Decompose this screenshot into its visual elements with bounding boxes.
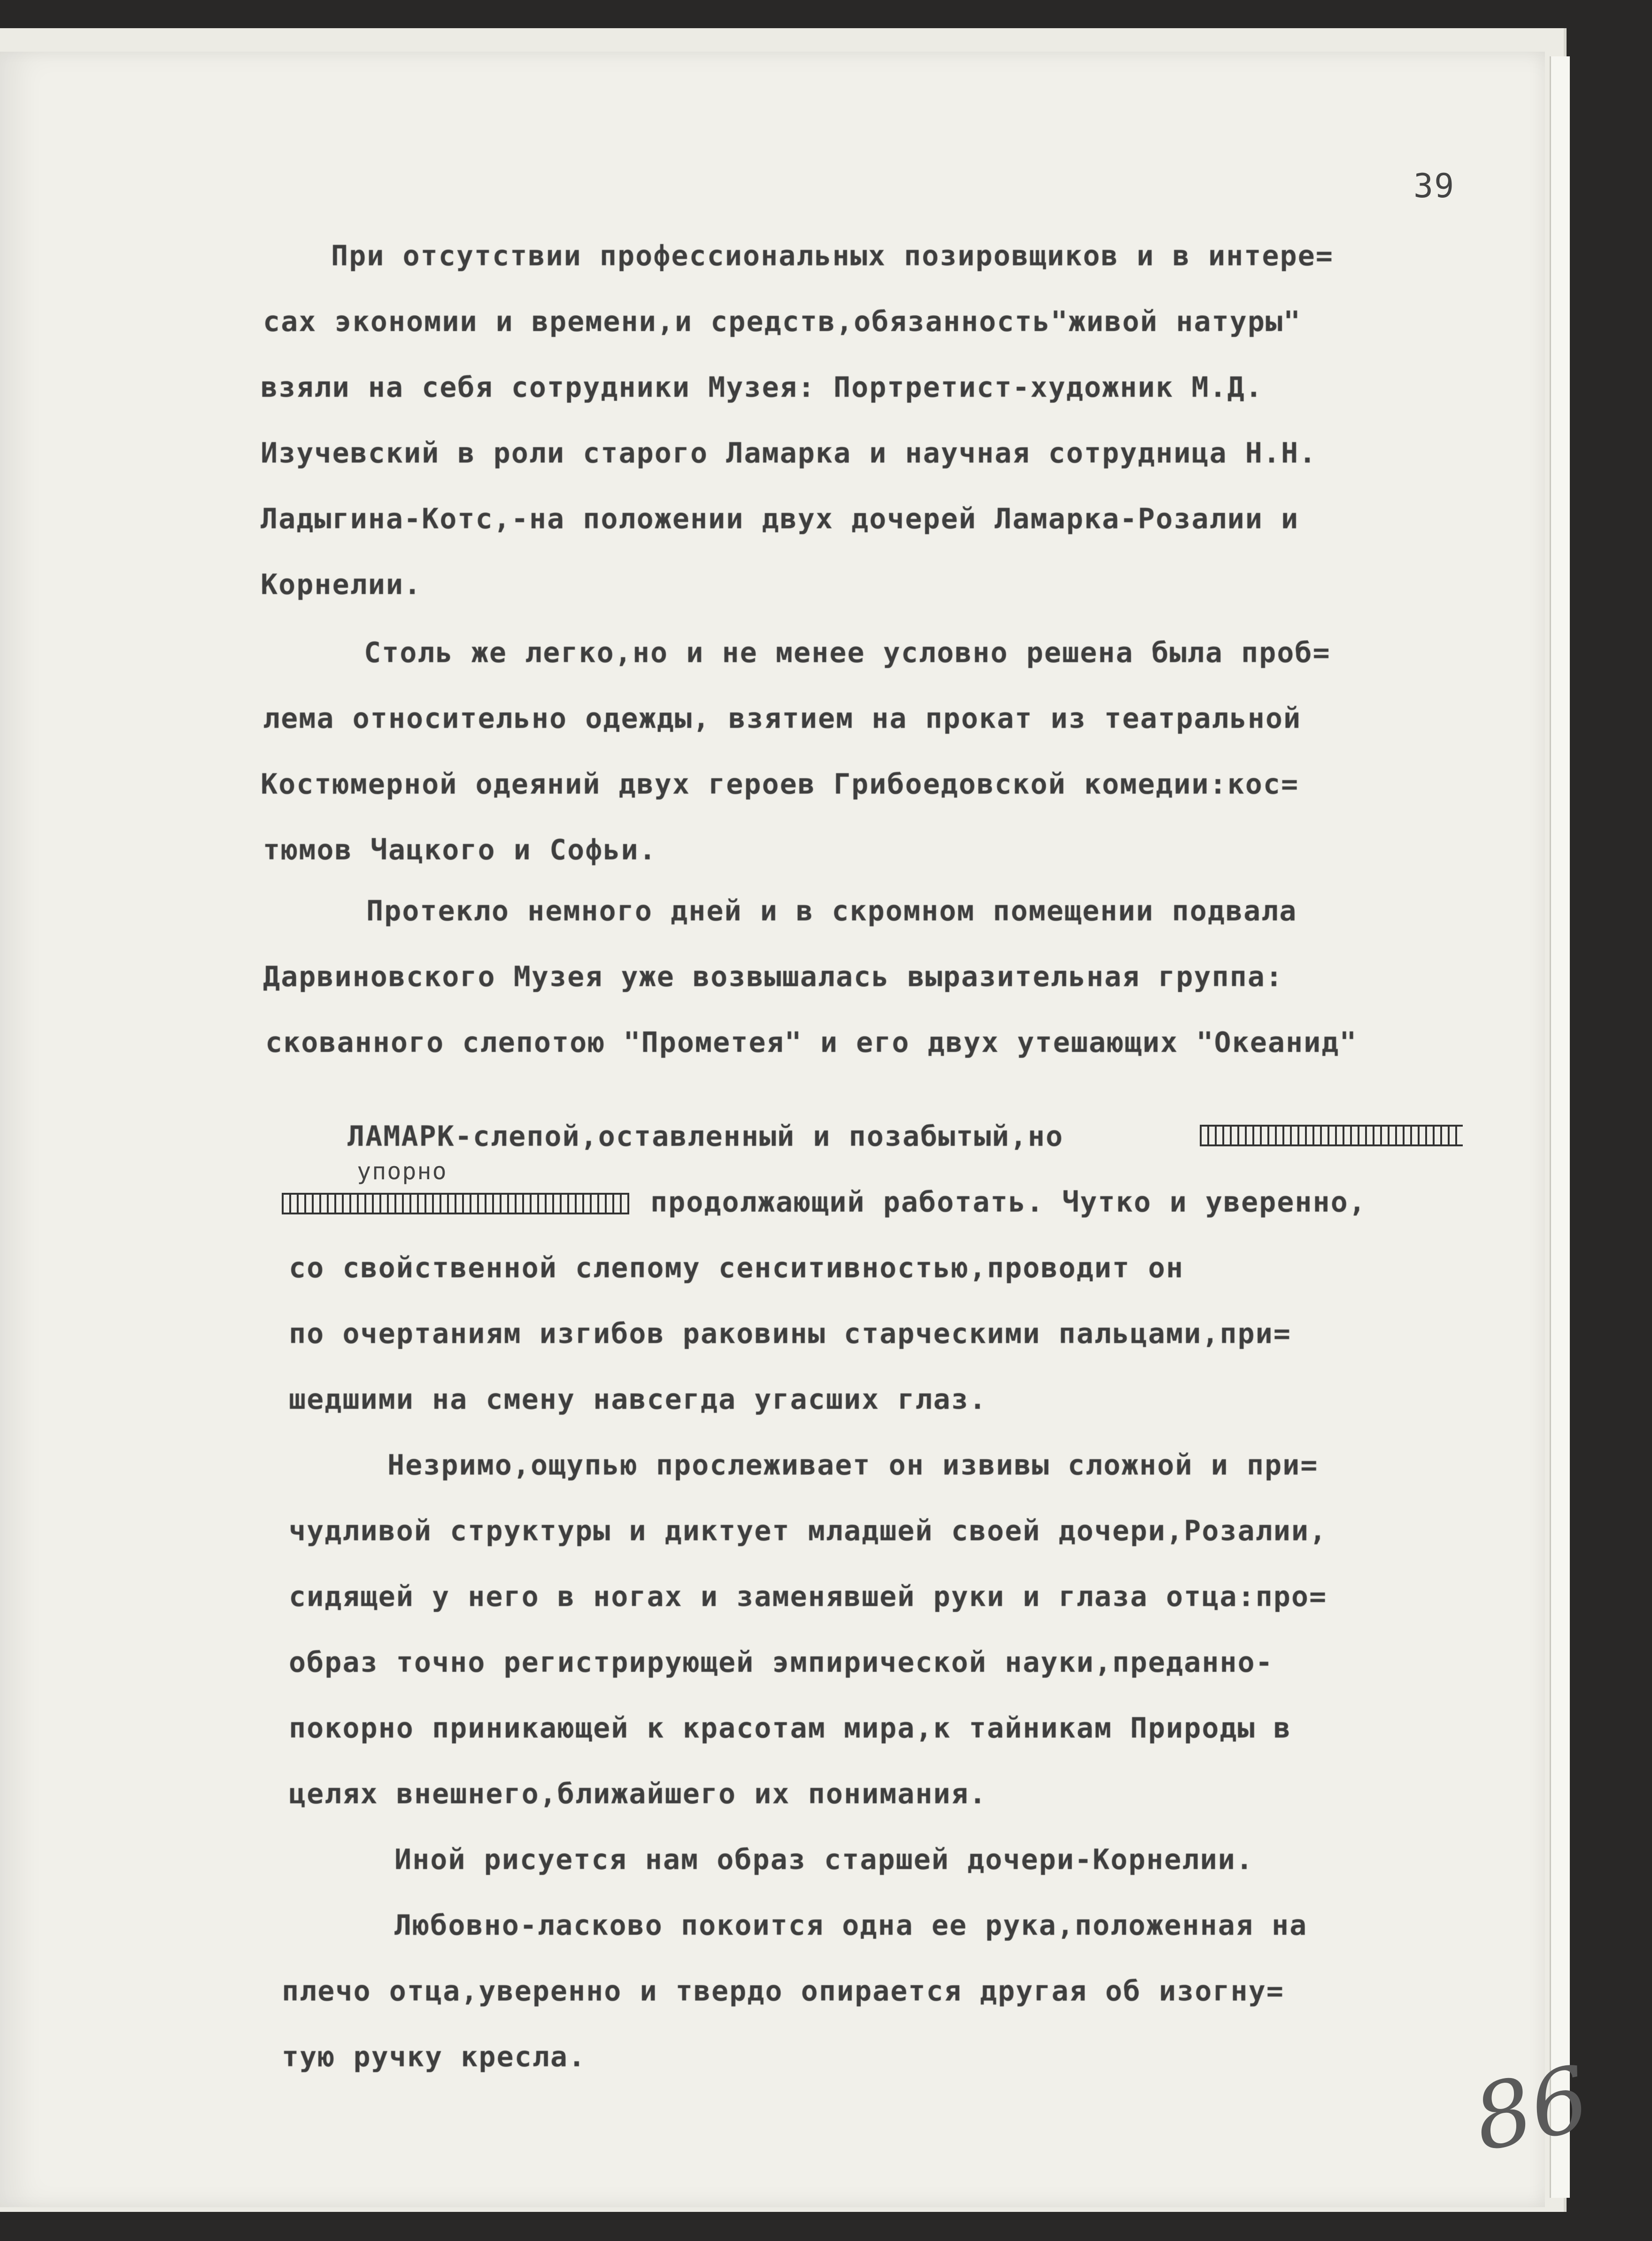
text-line: сидящей у него в ногах и заменявшей руки и глаза отца:про= — [289, 1580, 1328, 1613]
text-line: Изучевский в роли старого Ламарка и научная сотрудница Н.Н. — [261, 437, 1317, 470]
text-line: образ точно регистрирующей эмпирической науки,преданно- — [289, 1646, 1274, 1679]
page-number: 39 — [1413, 167, 1455, 205]
text-line: сах экономии и времени,и средств,обязанность"живой натуры" — [263, 305, 1302, 338]
strikeout-mark — [1200, 1125, 1463, 1146]
text-line: со свойственной слепому сенситивностью,проводит он — [289, 1252, 1184, 1284]
text-line: покорно приникающей к красотам мира,к тайникам Природы в — [289, 1712, 1291, 1745]
text-line: чудливой структуры и диктует младшей своей дочери,Розалии, — [289, 1515, 1328, 1547]
text-line: по очертаниям изгибов раковины старческими пальцами,при= — [289, 1317, 1291, 1350]
text-line: Корнелии. — [261, 568, 422, 601]
text-line: ЛАМАРК-слепой,оставленный и позабытый,но — [347, 1120, 1064, 1153]
text-line: целях внешнего,ближайшего их понимания. — [289, 1777, 987, 1810]
text-line: Любовно-ласково покоится одна ее рука,положенная на — [394, 1909, 1308, 1942]
inserted-word: упорно — [357, 1158, 448, 1185]
handwritten-folio-number: 86 — [1465, 2046, 1598, 2171]
text-line: Столь же легко,но и не менее условно решена была проб= — [364, 636, 1331, 669]
text-line: тюмов Чацкого и Софьи. — [263, 834, 657, 866]
text-line: продолжающий работать. Чутко и уверенно, — [650, 1186, 1366, 1219]
text-line: Иной рисуется нам образ старшей дочери-Корнелии. — [394, 1843, 1254, 1876]
strikeout-mark — [282, 1193, 629, 1214]
text-line: шедшими на смену навсегда угасших глаз. — [289, 1383, 987, 1416]
text-line: Костюмерной одеяний двух героев Грибоедовской комедии:кос= — [261, 768, 1299, 801]
sheet-edge — [1550, 56, 1570, 2198]
text-line: Дарвиновского Музея уже возвышалась выразительная группа: — [263, 960, 1284, 993]
text-line: плечо отца,уверенно и твердо опирается другая об изогну= — [282, 1975, 1284, 2008]
text-line: Протекло немного дней и в скромном помещении подвала — [366, 895, 1297, 927]
text-line: При отсутствии профессиональных позировщиков и в интере= — [331, 240, 1334, 272]
text-line: Незримо,ощупью прослеживает он извивы сложной и при= — [387, 1449, 1319, 1482]
text-line: лема относительно одежды, взятием на прокат из театральной — [263, 702, 1302, 735]
text-line: тую ручку кресла. — [282, 2040, 587, 2073]
text-line: Ладыгина-Котс,-на положении двух дочерей Ламарка-Розалии и — [261, 502, 1299, 535]
text-line: скованного слепотою "Прометея" и его двух утешающих "Океанид" — [265, 1026, 1358, 1059]
text-line: взяли на себя сотрудники Музея: Портретист-художник М.Д. — [261, 371, 1263, 404]
